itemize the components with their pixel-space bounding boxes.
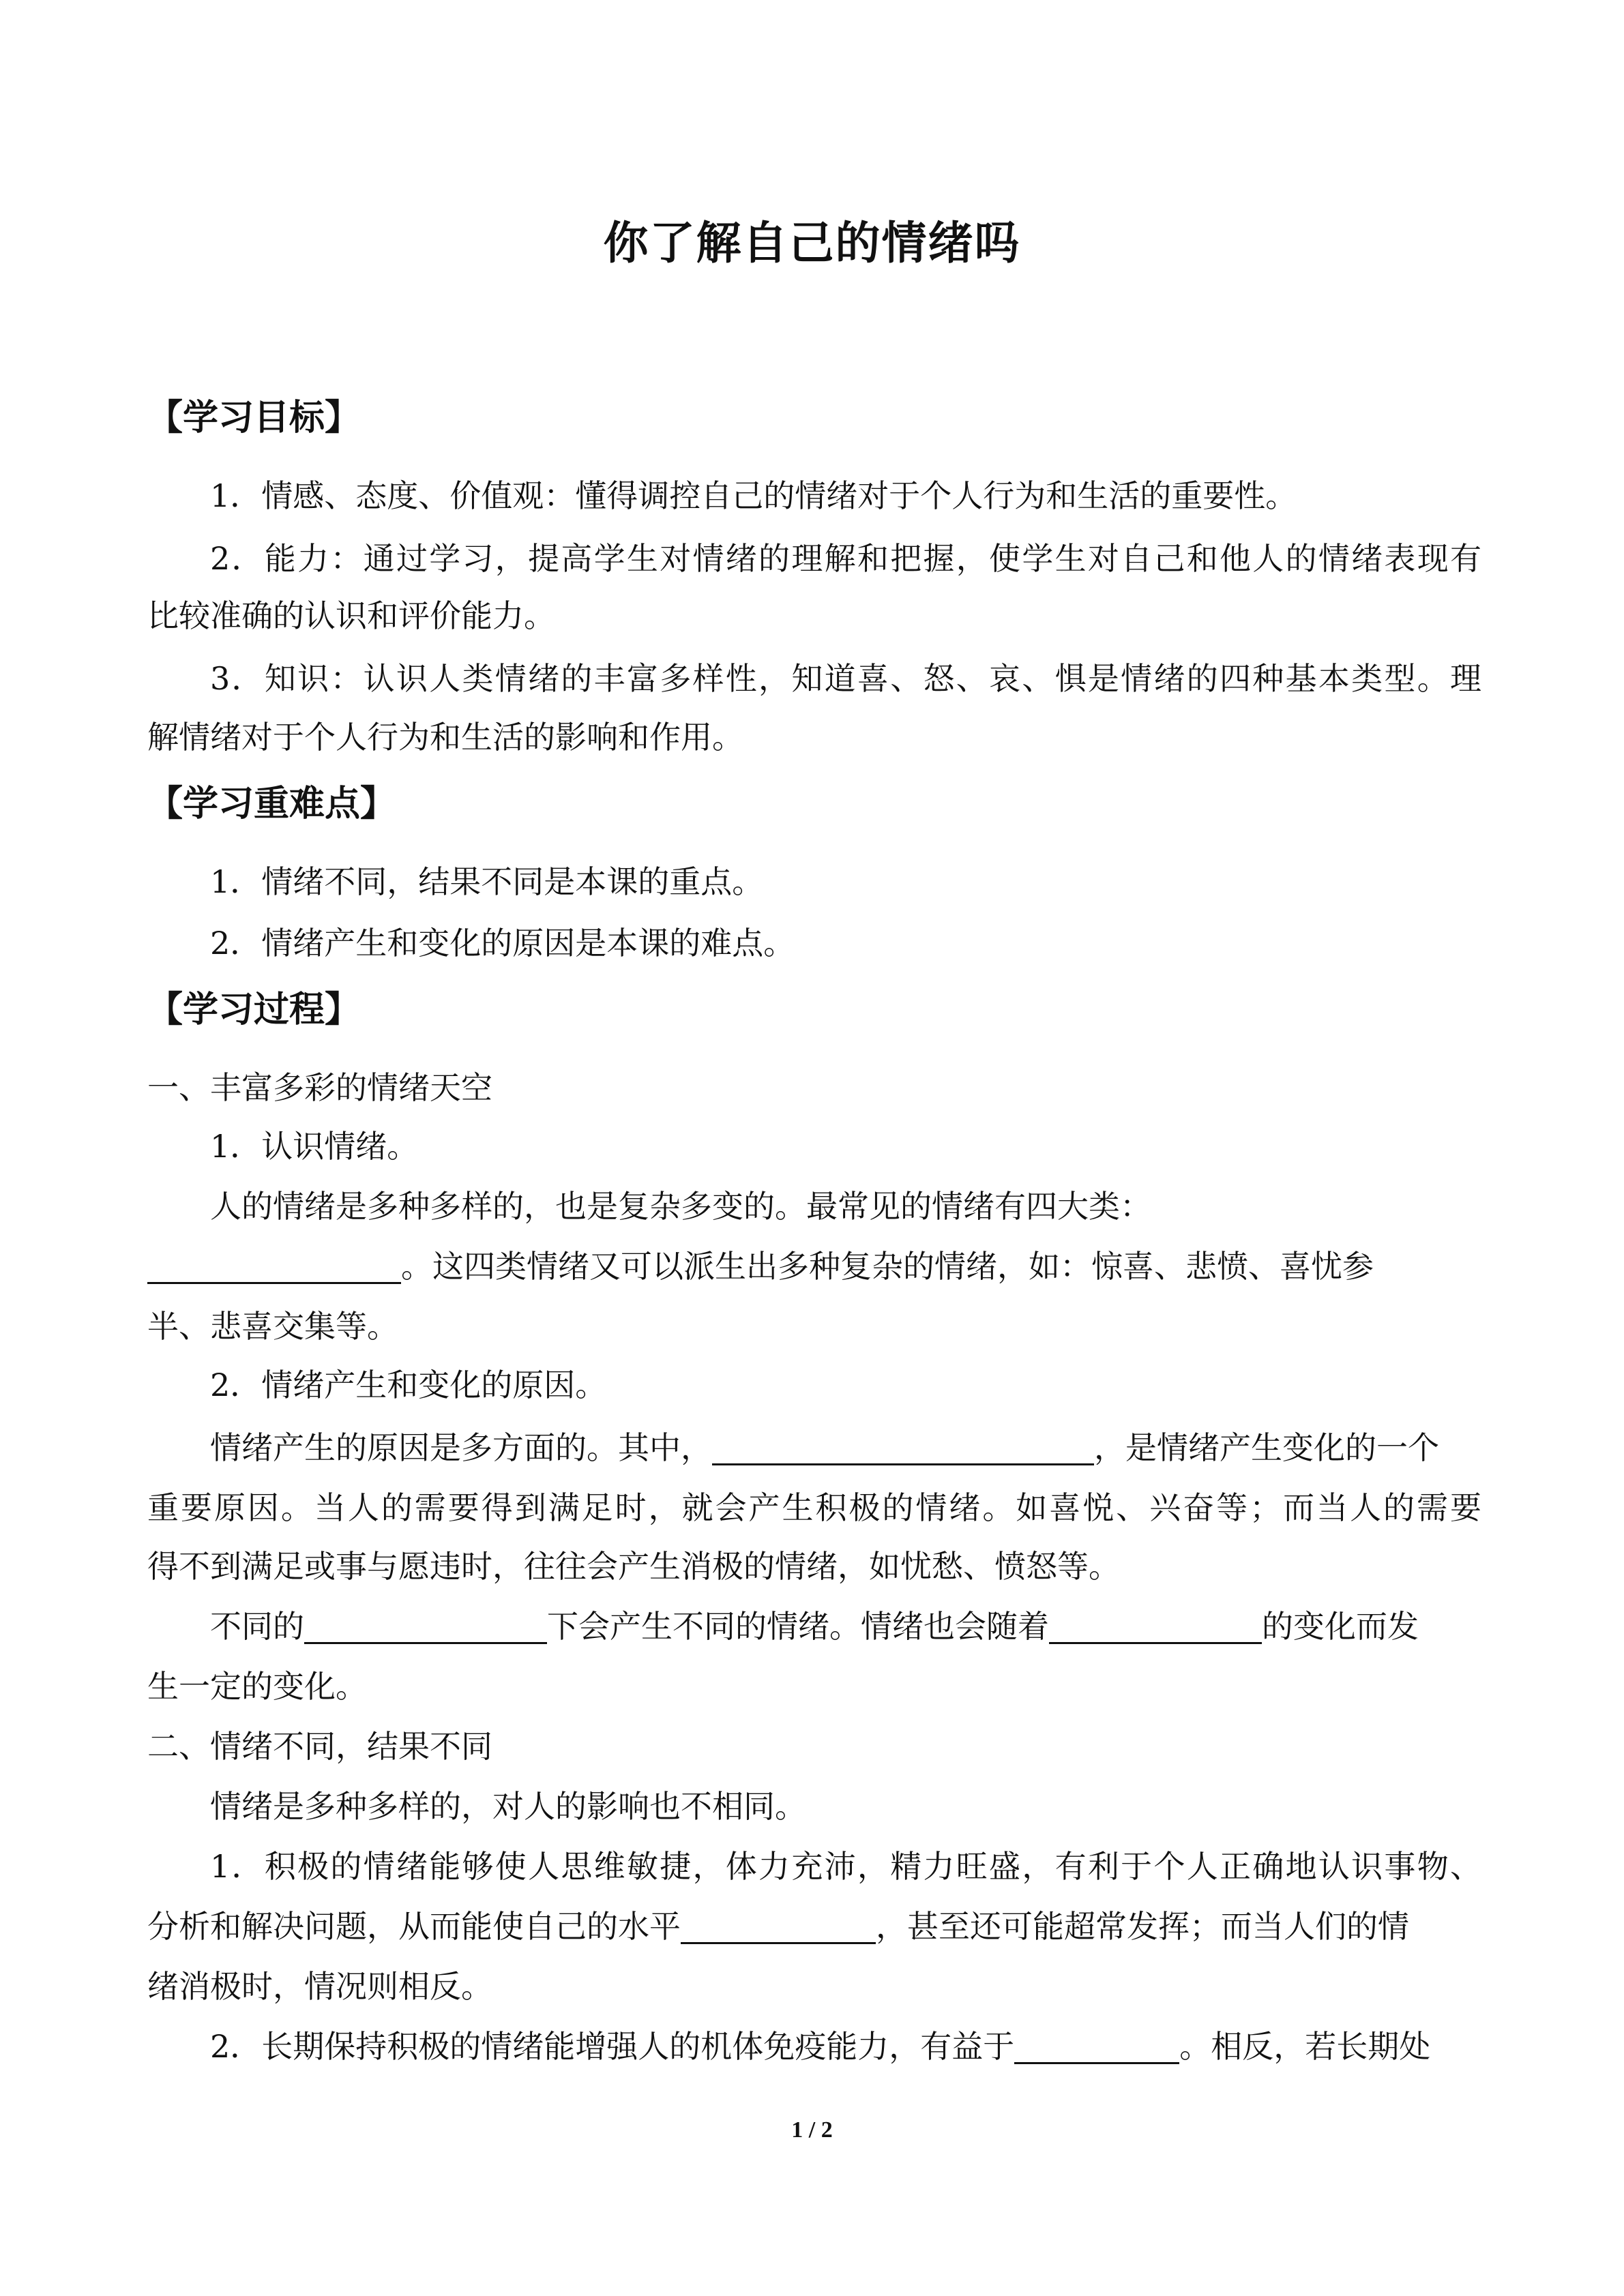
goal-item-3: 3．知识：认识人类情绪的丰富多样性，知道喜、怒、哀、惧是情绪的四种基本类型。理 — [210, 660, 1481, 697]
process-paragraph: 人的情绪是多种多样的，也是复杂多变的。最常见的情绪有四大类： — [210, 1188, 1151, 1225]
section-heading-key-points: 【学习重难点】 — [147, 784, 396, 824]
process-paragraph-line: 重要原因。当人的需要得到满足时，就会产生积极的情绪。如喜悦、兴奋等；而当人的需要 — [147, 1489, 1481, 1526]
key-point-2: 2．情绪产生和变化的原因是本课的难点。 — [210, 925, 795, 961]
document-title: 你了解自己的情绪吗 — [603, 217, 1021, 269]
process-paragraph-line: 。这四类情绪又可以派生出多种复杂的情绪，如：惊喜、悲愤、喜忧参 — [147, 1236, 1481, 1297]
fill-blank[interactable] — [1014, 2025, 1179, 2064]
goal-item-3-cont: 解情绪对于个人行为和生活的影响和作用。 — [147, 719, 743, 756]
fill-blank[interactable] — [712, 1427, 1094, 1465]
process-paragraph-line: 绪消极时，情况则相反。 — [147, 1968, 492, 2005]
fill-blank[interactable] — [1049, 1605, 1262, 1644]
section-heading-goals: 【学习目标】 — [147, 398, 361, 438]
fill-blank[interactable] — [304, 1605, 547, 1644]
process-paragraph-line: 1．积极的情绪能够使人思维敏捷，体力充沛，精力旺盛，有利于个人正确地认识事物、 — [210, 1848, 1481, 1885]
process-paragraph-line: 不同的 下会产生不同的情绪。情绪也会随着 的变化而发 — [210, 1596, 1481, 1657]
process-subheading-2: 二、情绪不同，结果不同 — [147, 1728, 492, 1765]
process-subheading-1: 一、丰富多彩的情绪天空 — [147, 1069, 492, 1106]
goal-item-2: 2．能力：通过学习，提高学生对情绪的理解和把握，使学生对自己和他人的情绪表现有 — [210, 540, 1481, 577]
goal-item-1: 1．情感、态度、价值观：懂得调控自己的情绪对于个人行为和生活的重要性。 — [210, 477, 1297, 514]
process-paragraph-line: 2．长期保持积极的情绪能增强人的机体免疫能力，有益于 。相反，若长期处 — [210, 2016, 1481, 2077]
process-paragraph-line: 生一定的变化。 — [147, 1668, 367, 1705]
fill-blank[interactable] — [147, 1245, 401, 1284]
page-number: 1 / 2 — [791, 2117, 833, 2143]
process-paragraph-line: 得不到满足或事与愿违时，往往会产生消极的情绪，如忧愁、愤怒等。 — [147, 1548, 1120, 1585]
process-paragraph-line: 分析和解决问题，从而能使自己的水平 ，甚至还可能超常发挥；而当人们的情 — [147, 1896, 1481, 1957]
process-item-2-title: 2．情绪产生和变化的原因。 — [210, 1367, 607, 1403]
section-heading-process: 【学习过程】 — [147, 989, 361, 1030]
key-point-1: 1．情绪不同，结果不同是本课的重点。 — [210, 863, 764, 900]
process-paragraph-line: 半、悲喜交集等。 — [147, 1308, 398, 1345]
fill-blank[interactable] — [681, 1905, 876, 1944]
process-paragraph-line: 情绪是多种多样的，对人的影响也不相同。 — [210, 1788, 806, 1825]
process-item-1-title: 1．认识情绪。 — [210, 1128, 419, 1165]
process-paragraph-line: 情绪产生的原因是多方面的。其中， ，是情绪产生变化的一个 — [210, 1417, 1481, 1478]
goal-item-2-cont: 比较准确的认识和评价能力。 — [147, 597, 555, 634]
